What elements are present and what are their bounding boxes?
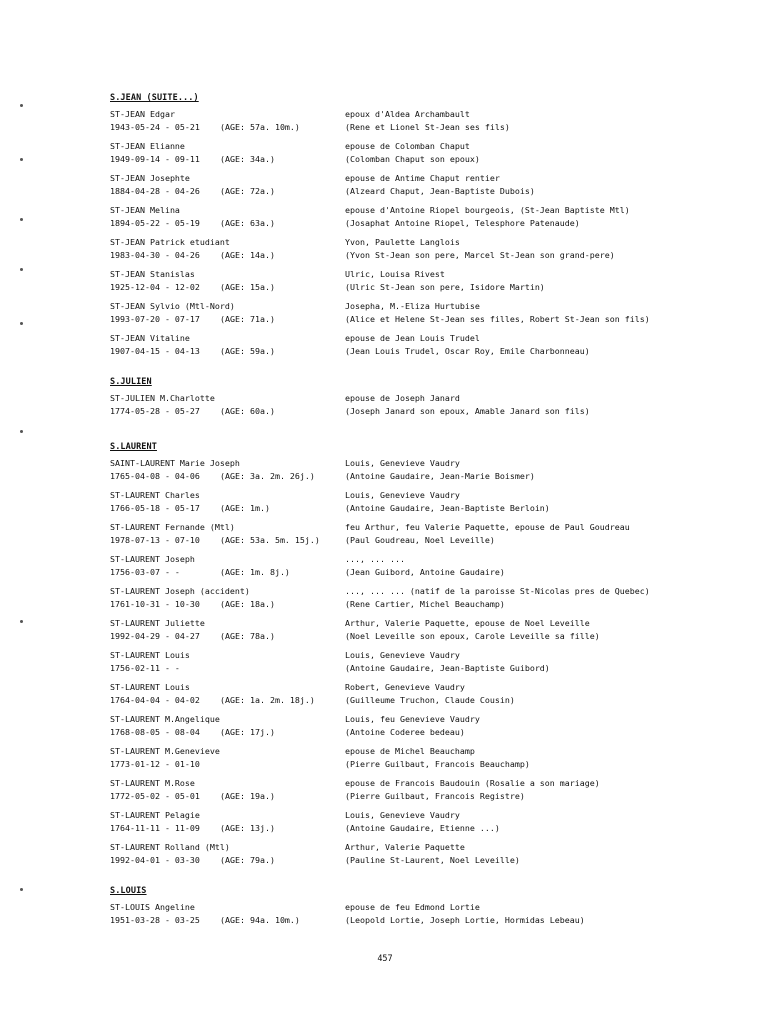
relation-line: epouse de Colomban Chaput — [345, 141, 470, 151]
witness-line: (Jean Guibord, Antoine Gaudaire) — [345, 567, 505, 577]
record-entry — [110, 301, 670, 333]
witness-line: (Antoine Coderee bedeau) — [345, 727, 465, 737]
record-dates: 1943-05-24 - 05-21 — [110, 122, 200, 132]
record-age: (AGE: 17j.) — [220, 727, 275, 737]
record-entry — [110, 237, 670, 269]
record-age: (AGE: 1a. 2m. 18j.) — [220, 695, 315, 705]
relation-line: Ulric, Louisa Rivest — [345, 269, 445, 279]
witness-line: (Antoine Gaudaire, Jean-Baptiste Guibord) — [345, 663, 550, 673]
record-entry — [110, 554, 670, 586]
person-name: ST-LAURENT Fernande (Mtl) — [110, 522, 235, 532]
record-age: (AGE: 13j.) — [220, 823, 275, 833]
person-name: ST-LAURENT Joseph — [110, 554, 195, 564]
witness-line: (Yvon St-Jean son pere, Marcel St-Jean son grand-pere) — [345, 250, 615, 260]
person-name: ST-LAURENT Joseph (accident) — [110, 586, 250, 596]
relation-line: ..., ... ... — [345, 554, 405, 564]
record-entry — [110, 490, 670, 522]
record-dates: 1761-10-31 - 10-30 — [110, 599, 200, 609]
record-dates: 1983-04-30 - 04-26 — [110, 250, 200, 260]
record-age: (AGE: 79a.) — [220, 855, 275, 865]
relation-line: epouse de feu Edmond Lortie — [345, 902, 480, 912]
relation-line: Yvon, Paulette Langlois — [345, 237, 460, 247]
record-age: (AGE: 94a. 10m.) — [220, 915, 300, 925]
witness-line: (Rene Cartier, Michel Beauchamp) — [345, 599, 505, 609]
relation-line: Arthur, Valerie Paquette, epouse de Noel Leveille — [345, 618, 590, 628]
record-entry — [110, 902, 670, 934]
witness-line: (Antoine Gaudaire, Jean-Baptiste Berloin) — [345, 503, 550, 513]
record-dates: 1764-11-11 - 11-09 — [110, 823, 200, 833]
record-age: (AGE: 72a.) — [220, 186, 275, 196]
record-entry — [110, 650, 670, 682]
relation-line: epouse de Michel Beauchamp — [345, 746, 475, 756]
record-entry — [110, 458, 670, 490]
witness-line: (Ulric St-Jean son pere, Isidore Martin) — [345, 282, 545, 292]
record-dates: 1925-12-04 - 12-02 — [110, 282, 200, 292]
record-entry — [110, 714, 670, 746]
record-age: (AGE: 60a.) — [220, 406, 275, 416]
witness-line: (Antoine Gaudaire, Jean-Marie Boismer) — [345, 471, 535, 481]
relation-line: Arthur, Valerie Paquette — [345, 842, 465, 852]
person-name: ST-JEAN Josephte — [110, 173, 190, 183]
record-dates: 1992-04-01 - 03-30 — [110, 855, 200, 865]
relation-line: Louis, Genevieve Vaudry — [345, 810, 460, 820]
witness-line: (Paul Goudreau, Noel Leveille) — [345, 535, 495, 545]
record-age: (AGE: 71a.) — [220, 314, 275, 324]
witness-line: (Joseph Janard son epoux, Amable Janard son fils) — [345, 406, 590, 416]
record-dates: 1951-03-28 - 03-25 — [110, 915, 200, 925]
record-age: (AGE: 34a.) — [220, 154, 275, 164]
margin-mark — [20, 322, 23, 325]
witness-line: (Leopold Lortie, Joseph Lortie, Hormidas Lebeau) — [345, 915, 585, 925]
record-entry — [110, 586, 670, 618]
record-dates: 1907-04-15 - 04-13 — [110, 346, 200, 356]
record-age: (AGE: 1m. 8j.) — [220, 567, 290, 577]
person-name: ST-JEAN Edgar — [110, 109, 175, 119]
relation-line: Louis, feu Genevieve Vaudry — [345, 714, 480, 724]
margin-mark — [20, 620, 23, 623]
record-entry — [110, 173, 670, 205]
margin-mark — [20, 104, 23, 107]
relation-line: epouse de Francois Baudouin (Rosalie a son mariage) — [345, 778, 600, 788]
record-age: (AGE: 1m.) — [220, 503, 270, 513]
section-st-laurent — [110, 442, 670, 874]
person-name: ST-JEAN Sylvio (Mtl-Nord) — [110, 301, 235, 311]
witness-line: (Josaphat Antoine Riopel, Telesphore Patenaude) — [345, 218, 580, 228]
person-name: SAINT-LAURENT Marie Joseph — [110, 458, 240, 468]
relation-line: epouse de Joseph Janard — [345, 393, 460, 403]
record-entry — [110, 205, 670, 237]
person-name: ST-LAURENT Charles — [110, 490, 200, 500]
record-dates: 1978-07-13 - 07-10 — [110, 535, 200, 545]
record-age: (AGE: 53a. 5m. 15j.) — [220, 535, 320, 545]
person-name: ST-LAURENT Pelagie — [110, 810, 200, 820]
witness-line: (Colomban Chaput son epoux) — [345, 154, 480, 164]
section-title: S.JEAN (SUITE...) — [110, 93, 199, 103]
record-dates: 1766-05-18 - 05-17 — [110, 503, 200, 513]
record-entry — [110, 393, 670, 425]
record-entry — [110, 333, 670, 365]
relation-line: epouse d'Antoine Riopel bourgeois, (St-Jean Baptiste Mtl) — [345, 205, 630, 215]
relation-line: epouse de Jean Louis Trudel — [345, 333, 480, 343]
record-dates: 1993-07-20 - 07-17 — [110, 314, 200, 324]
witness-line: (Alzeard Chaput, Jean-Baptiste Dubois) — [345, 186, 535, 196]
person-name: ST-LAURENT M.Rose — [110, 778, 195, 788]
margin-mark — [20, 430, 23, 433]
record-dates: 1764-04-04 - 04-02 — [110, 695, 200, 705]
person-name: ST-LOUIS Angeline — [110, 902, 195, 912]
witness-line: (Jean Louis Trudel, Oscar Roy, Emile Charbonneau) — [345, 346, 590, 356]
margin-mark — [20, 158, 23, 161]
section-title: S.JULIEN — [110, 377, 152, 387]
record-entry — [110, 682, 670, 714]
record-entry — [110, 141, 670, 173]
person-name: ST-JEAN Stanislas — [110, 269, 195, 279]
section-st-jean — [110, 93, 670, 365]
record-entry — [110, 842, 670, 874]
record-dates: 1894-05-22 - 05-19 — [110, 218, 200, 228]
person-name: ST-JEAN Elianne — [110, 141, 185, 151]
person-name: ST-JULIEN M.Charlotte — [110, 393, 215, 403]
record-dates: 1992-04-29 - 04-27 — [110, 631, 200, 641]
record-entry — [110, 109, 670, 141]
record-age: (AGE: 14a.) — [220, 250, 275, 260]
record-dates: 1765-04-08 - 04-06 — [110, 471, 200, 481]
record-entry — [110, 269, 670, 301]
witness-line: (Pierre Guilbaut, Francois Beauchamp) — [345, 759, 530, 769]
person-name: ST-LAURENT M.Angelique — [110, 714, 220, 724]
relation-line: Josepha, M.-Eliza Hurtubise — [345, 301, 480, 311]
margin-mark — [20, 268, 23, 271]
record-dates: 1774-05-28 - 05-27 — [110, 406, 200, 416]
record-age: (AGE: 18a.) — [220, 599, 275, 609]
record-entry — [110, 618, 670, 650]
record-dates: 1773-01-12 - 01-10 — [110, 759, 200, 769]
relation-line: epouse de Antime Chaput rentier — [345, 173, 500, 183]
record-dates: 1768-08-05 - 08-04 — [110, 727, 200, 737]
person-name: ST-JEAN Melina — [110, 205, 180, 215]
record-entry — [110, 746, 670, 778]
witness-line: (Pierre Guilbaut, Francois Registre) — [345, 791, 525, 801]
record-dates: 1772-05-02 - 05-01 — [110, 791, 200, 801]
witness-line: (Guilleume Truchon, Claude Cousin) — [345, 695, 515, 705]
record-age: (AGE: 3a. 2m. 26j.) — [220, 471, 315, 481]
witness-line: (Antoine Gaudaire, Etienne ...) — [345, 823, 500, 833]
person-name: ST-LAURENT Louis — [110, 682, 190, 692]
person-name: ST-JEAN Vitaline — [110, 333, 190, 343]
relation-line: Louis, Genevieve Vaudry — [345, 650, 460, 660]
person-name: ST-LAURENT Louis — [110, 650, 190, 660]
record-entry — [110, 810, 670, 842]
record-entry — [110, 778, 670, 810]
record-age: (AGE: 57a. 10m.) — [220, 122, 300, 132]
record-dates: 1756-02-11 - - — [110, 663, 180, 673]
record-age: (AGE: 63a.) — [220, 218, 275, 228]
section-title: S.LOUIS — [110, 886, 147, 896]
person-name: ST-JEAN Patrick etudiant — [110, 237, 230, 247]
relation-line: Louis, Genevieve Vaudry — [345, 490, 460, 500]
section-st-julien — [110, 377, 670, 425]
relation-line: epoux d'Aldea Archambault — [345, 109, 470, 119]
relation-line: feu Arthur, feu Valerie Paquette, epouse de Paul Goudreau — [345, 522, 630, 532]
margin-mark — [20, 888, 23, 891]
relation-line: ..., ... ... (natif de la paroisse St-Nicolas pres de Quebec) — [345, 586, 650, 596]
section-st-louis — [110, 886, 670, 934]
margin-mark — [20, 218, 23, 221]
record-dates: 1949-09-14 - 09-11 — [110, 154, 200, 164]
person-name: ST-LAURENT M.Genevieve — [110, 746, 220, 756]
page-number: 457 — [377, 954, 393, 964]
witness-line: (Alice et Helene St-Jean ses filles, Robert St-Jean son fils) — [345, 314, 650, 324]
record-dates: 1884-04-28 - 04-26 — [110, 186, 200, 196]
record-age: (AGE: 59a.) — [220, 346, 275, 356]
record-entry — [110, 522, 670, 554]
record-dates: 1756-03-07 - - — [110, 567, 180, 577]
section-title: S.LAURENT — [110, 442, 157, 452]
record-age: (AGE: 19a.) — [220, 791, 275, 801]
person-name: ST-LAURENT Juliette — [110, 618, 205, 628]
record-age: (AGE: 78a.) — [220, 631, 275, 641]
relation-line: Robert, Genevieve Vaudry — [345, 682, 465, 692]
witness-line: (Pauline St-Laurent, Noel Leveille) — [345, 855, 520, 865]
witness-line: (Rene et Lionel St-Jean ses fils) — [345, 122, 510, 132]
record-age: (AGE: 15a.) — [220, 282, 275, 292]
relation-line: Louis, Genevieve Vaudry — [345, 458, 460, 468]
person-name: ST-LAURENT Rolland (Mtl) — [110, 842, 230, 852]
witness-line: (Noel Leveille son epoux, Carole Leveille sa fille) — [345, 631, 600, 641]
